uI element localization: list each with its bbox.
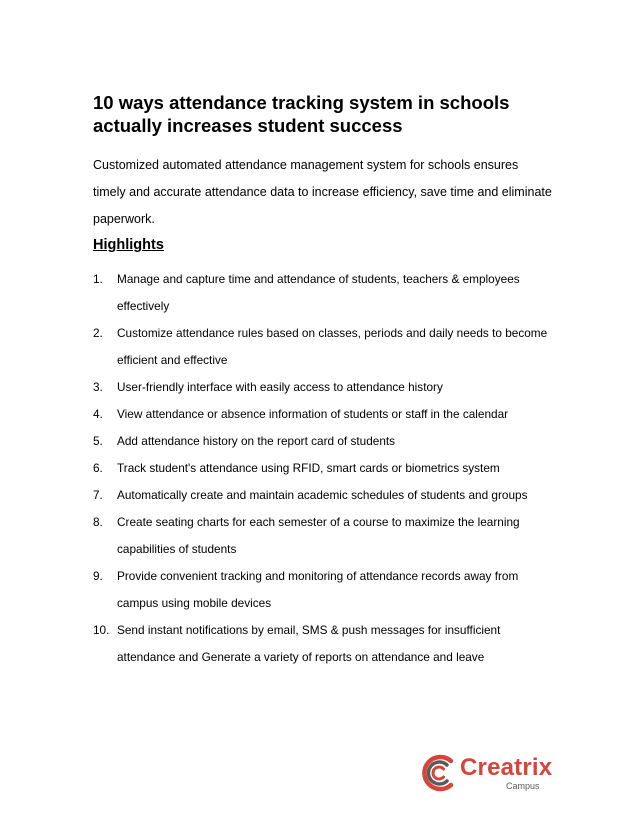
list-item-number: 10.: [93, 623, 110, 637]
highlights-heading: Highlights: [93, 237, 164, 253]
list-item: [93, 455, 553, 482]
list-item-text: Send instant notifications by email, SMS & push messages for insufficient attendance and Generate a variety of reports on attendance and leave: [117, 623, 501, 664]
list-item: [93, 617, 553, 671]
list-item-text: Manage and capture time and attendance of students, teachers & employees effectively: [117, 272, 520, 313]
list-item: [93, 509, 553, 563]
list-item-number: 6.: [93, 461, 103, 475]
list-item-number: 7.: [93, 488, 103, 502]
list-item: [93, 320, 553, 374]
list-item: [93, 374, 553, 401]
list-item-text: Add attendance history on the report card of students: [117, 434, 396, 448]
list-item-text: Create seating charts for each semester of a course to maximize the learning capabilities of students: [117, 515, 520, 556]
creatrix-logo-icon: [418, 752, 460, 794]
list-item: [93, 428, 553, 455]
list-item-number: 5.: [93, 434, 103, 448]
list-item-text: User-friendly interface with easily access to attendance history: [117, 380, 443, 394]
logo-name: Creatrix: [460, 754, 553, 781]
list-item-number: 1.: [93, 272, 103, 286]
document-title: 10 ways attendance tracking system in schools actually increases student success: [93, 92, 510, 136]
list-item: [93, 563, 553, 617]
highlights-list: [93, 266, 553, 671]
list-item-number: 4.: [93, 407, 103, 421]
logo-sub: Campus: [506, 781, 540, 791]
list-item-text: Provide convenient tracking and monitoring of attendance records away from campus using mobile devices: [117, 569, 519, 610]
list-item-number: 2.: [93, 326, 103, 340]
list-item-text: Track student's attendance using RFID, smart cards or biometrics system: [117, 461, 500, 475]
list-item-number: 9.: [93, 569, 103, 583]
list-item-number: 3.: [93, 380, 103, 394]
list-item: [93, 266, 553, 320]
list-item: [93, 482, 553, 509]
list-item-text: View attendance or absence information of students or staff in the calendar: [117, 407, 509, 421]
list-item-number: 8.: [93, 515, 103, 529]
list-item-text: Automatically create and maintain academic schedules of students and groups: [117, 488, 528, 502]
list-item-text: Customize attendance rules based on classes, periods and daily needs to become efficient and effective: [117, 326, 548, 367]
list-item: [93, 401, 553, 428]
intro-paragraph: Customized automated attendance management system for schools ensures timely and accurate attendance data to increase efficiency, save time and eliminate paperwork.: [93, 158, 552, 226]
creatrix-logo: [418, 752, 568, 798]
